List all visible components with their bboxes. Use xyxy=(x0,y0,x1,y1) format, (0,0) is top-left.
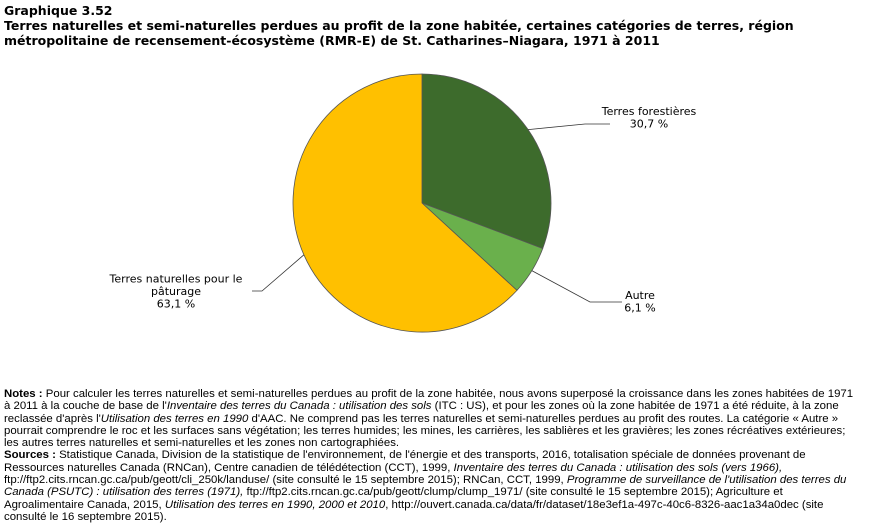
sources-label: Sources : xyxy=(4,449,56,462)
sources-italic-3: Utilisation des terres en 1990, 2000 et 2010 xyxy=(164,498,386,511)
notes-paragraph xyxy=(4,388,862,449)
leader-line-3 xyxy=(252,255,304,291)
slice-label-3: pâturage xyxy=(150,285,202,298)
sources-text-3: ftp://ftp2.cits.rncan.gc.ca/pub/geott/clump/clump_1971/ (site consulté le 15 septembre 2015); Agriculture et Agroalimentaire Canada, 2015, xyxy=(4,486,783,511)
notes-text-2: (ITC : US), et pour les zones où la zone habitée de 1971 a été réduite, à la zone reclassée d'après l' xyxy=(4,400,839,425)
sources-text-1: Statistique Canada, Division de la statistique de l'environnement, de l'énergie et des transports, 2016, totalisation spéciale de données provenant de Ressources naturelles Canada (RNCan), Centre canadien de télédétection (CCT), 1999, xyxy=(4,449,806,474)
sources-italic-2: Programme de surveillance de l'utilisation des terres du Canada (PSUTC) : utilisation des terres (1971), xyxy=(4,474,847,499)
chart-header xyxy=(4,3,864,48)
slice-label-3: Terres naturelles pour le xyxy=(109,272,243,286)
graph-number: Graphique 3.52 xyxy=(4,3,113,18)
sources-text-2: ftp://ftp2.cits.rncan.gc.ca/pub/geott/cli_250k/landuse/ (site consulté le 15 septembre 2015); RNCan, CCT, 1999, xyxy=(4,474,567,487)
sources-paragraph xyxy=(4,449,862,523)
pie-chart xyxy=(0,70,870,388)
slice-value-label-1: 30,7 % xyxy=(629,117,669,131)
sources-italic-1: Inventaire des terres du Canada : utilisation des sols (vers 1966), xyxy=(453,461,783,474)
chart-title: Terres naturelles et semi-naturelles perdues au profit de la zone habitée, certaines catégories de terres, région métropolitaine de recensement-écosystème (RMR-E) de St. Catharines–Niagara, 1971 à 2011 xyxy=(4,18,794,48)
slice-value-label-2: 6,1 % xyxy=(624,301,656,315)
notes-text-1: Pour calculer les terres naturelles et semi-naturelles perdues au profit de la zone habitée, nous avons superposé la croissance dans les zones habitées de 1971 à 2011 à la couche de base de l' xyxy=(4,388,854,413)
notes-block xyxy=(4,388,862,523)
notes-italic-1: Inventaire des terres du Canada : utilisation des sols xyxy=(166,400,432,413)
notes-label: Notes : xyxy=(4,388,43,400)
leader-line-2 xyxy=(532,271,622,302)
leader-line-1 xyxy=(528,124,610,130)
notes-italic-2: Utilisation des terres en 1990 xyxy=(100,412,249,425)
slice-label-1: Terres forestières xyxy=(601,104,697,118)
slice-value-label-3: 63,1 % xyxy=(156,297,196,311)
notes-text-3: d'AAC. Ne comprend pas les terres naturelles et semi-naturelles perdues au profit des routes. La catégorie « Autre » pourrait comprendre le roc et les surfaces sans végétation; les terres humides; les mines, les carrières, les sablières et les gravières; les zones récréatives extérieures; les autres terres naturelles et semi-naturelles et les zones non cartographiées. xyxy=(4,412,846,450)
slice-label-2: Autre xyxy=(625,288,655,302)
sources-text-4: , http://ouvert.canada.ca/data/fr/dataset/18e3ef1a-497c-40c6-8326-aac1a34a0dec (site consulté le 16 septembre 2015). xyxy=(4,498,824,523)
